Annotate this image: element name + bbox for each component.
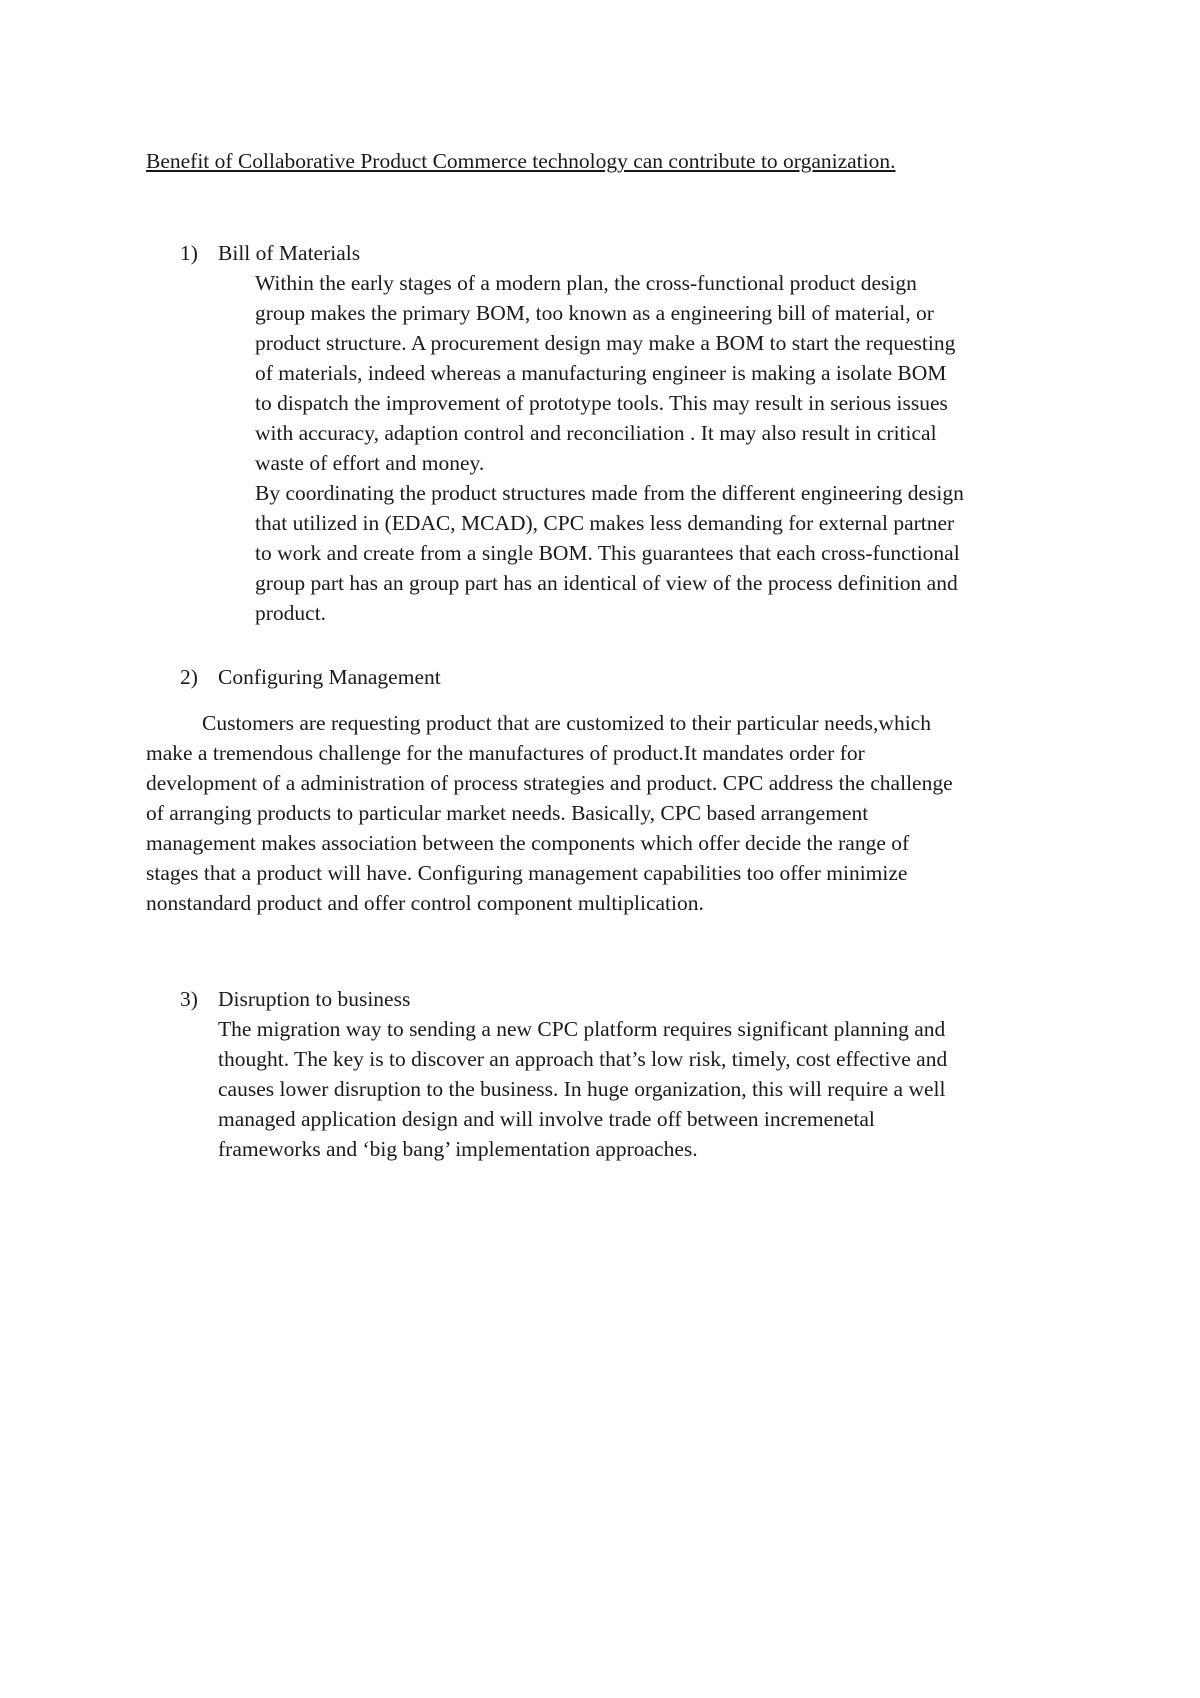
paragraph-line: The migration way to sending a new CPC platform requires significant planning and [218, 1017, 946, 1041]
section-title: Bill of Materials [218, 241, 361, 265]
paragraph-line: make a tremendous challenge for the manufactures of product.It mandates order for [146, 741, 865, 765]
paragraph-line: frameworks and ‘big bang’ implementation approaches. [218, 1137, 698, 1161]
paragraph-line: causes lower disruption to the business. In huge organization, this will require a well [218, 1077, 946, 1101]
paragraph-line: stages that a product will have. Configuring management capabilities too offer minimize [146, 861, 908, 885]
paragraph-line: of arranging products to particular market needs. Basically, CPC based arrangement [146, 801, 869, 825]
paragraph-line: that utilized in (EDAC, MCAD), CPC makes less demanding for external partner [255, 511, 955, 535]
section-title: Configuring Management [218, 665, 441, 689]
paragraph-line: to work and create from a single BOM. This guarantees that each cross-functional [255, 541, 960, 565]
paragraph-line: thought. The key is to discover an approach that’s low risk, timely, cost effective and [218, 1047, 948, 1071]
section-heading-bill-of-materials [180, 238, 360, 268]
section-heading-disruption-to-business [180, 984, 410, 1014]
paragraph-line: group part has an group part has an identical of view of the process definition and [255, 571, 958, 595]
paragraph-line: product. [255, 601, 327, 625]
paragraph-line: managed application design and will involve trade off between incremenetal [218, 1107, 875, 1131]
paragraph-line: product structure. A procurement design may make a BOM to start the requesting [255, 331, 956, 355]
paragraph-line: group makes the primary BOM, too known as a engineering bill of material, or [255, 301, 934, 325]
section-title: Disruption to business [218, 987, 411, 1011]
paragraph-line: By coordinating the product structures made from the different engineering design [255, 481, 964, 505]
paragraph-line: waste of effort and money. [255, 451, 485, 475]
section-heading-configuring-management [180, 662, 441, 692]
section-number: 2) [180, 665, 198, 689]
section-body-bill-of-materials [255, 268, 964, 628]
section-number: 3) [180, 987, 198, 1011]
paragraph-line: development of a administration of process strategies and product. CPC address the challenge [146, 771, 953, 795]
paragraph-line: to dispatch the improvement of prototype tools. This may result in serious issues [255, 391, 948, 415]
paragraph-line: Customers are requesting product that are customized to their particular needs,which [202, 711, 931, 735]
paragraph-line: nonstandard product and offer control component multiplication. [146, 891, 704, 915]
paragraph-line: with accuracy, adaption control and reconciliation . It may also result in critical [255, 421, 937, 445]
paragraph-line: Within the early stages of a modern plan, the cross-functional product design [255, 271, 917, 295]
paragraph-line: of materials, indeed whereas a manufacturing engineer is making a isolate BOM [255, 361, 947, 385]
document-title: Benefit of Collaborative Product Commerce technology can contribute to organization. [146, 149, 896, 173]
section-body-disruption-to-business [218, 1014, 947, 1164]
paragraph-line: management makes association between the components which offer decide the range of [146, 831, 910, 855]
section-number: 1) [180, 241, 198, 265]
section-body-configuring-management [146, 708, 953, 918]
